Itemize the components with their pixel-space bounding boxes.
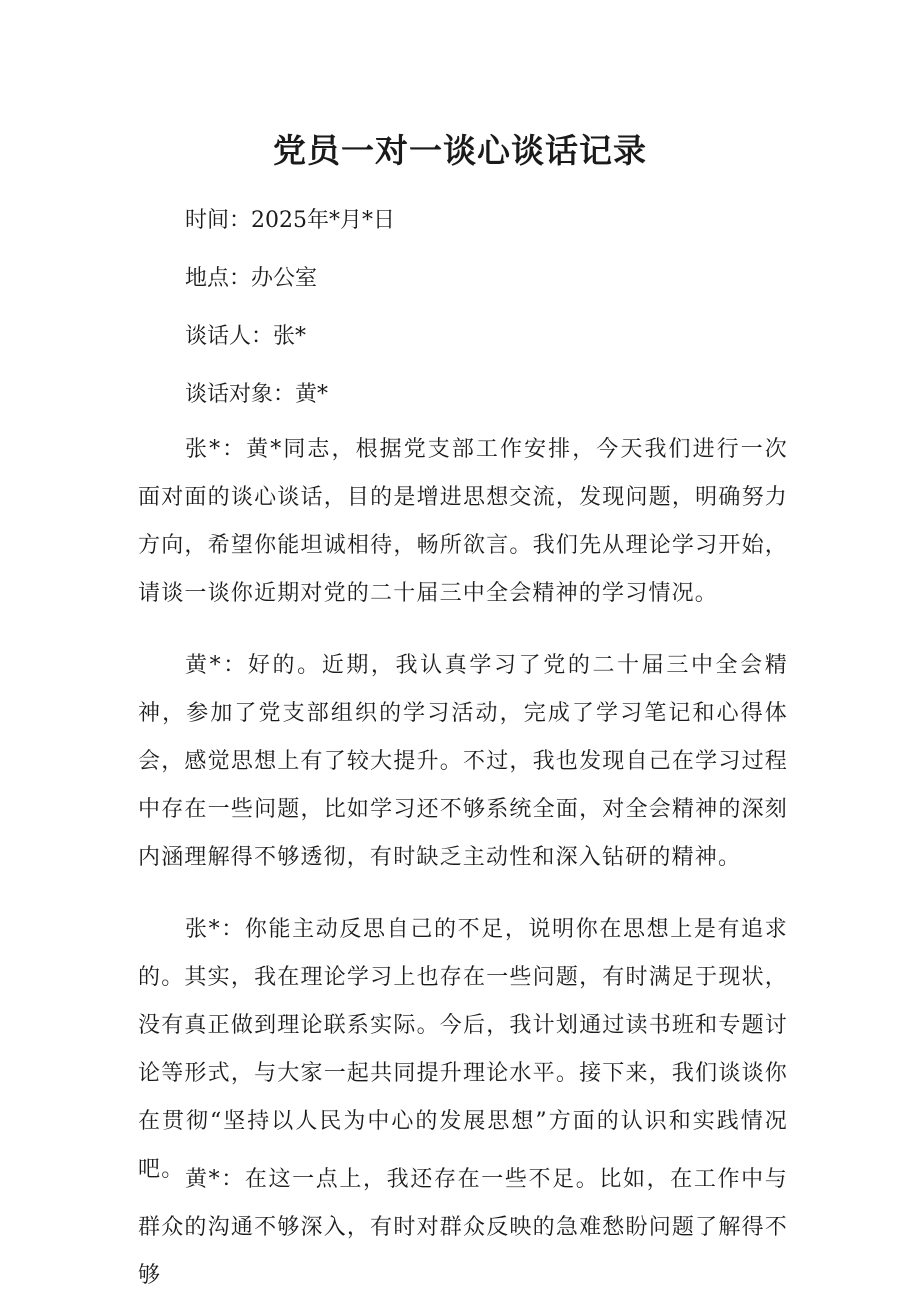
meta-time bbox=[185, 204, 395, 238]
meta-time-value: 2025年*月*日 bbox=[251, 208, 396, 233]
meta-interviewee bbox=[185, 378, 328, 412]
meta-location bbox=[185, 262, 317, 296]
dialogue-paragraph: 张*：你能主动反思自己的不足，说明你在思想上是有追求的。其实，我在理论学习上也存在一些问题，有时满足于现状，没有真正做到理论联系实际。今后，我计划通过读书班和专题讨论等形式，与大家一起共同提升理论水平。接下来，我们谈谈你在贯彻“坚持以人民为中心的发展思想”方面的认识和实践情况吧。 bbox=[138, 917, 788, 1182]
meta-interviewer bbox=[185, 320, 306, 354]
meta-interviewer-value: 张* bbox=[273, 324, 307, 349]
dialogue-paragraph: 黄*：好的。近期，我认真学习了党的二十届三中全会精神，参加了党支部组织的学习活动，完成了学习笔记和心得体会，感觉思想上有了较大提升。不过，我也发现自己在学习过程中存在一些问题，比如学习还不够系统全面，对全会精神的深刻内涵理解得不够透彻，有时缺乏主动性和深入钻研的精神。 bbox=[138, 653, 788, 870]
meta-interviewee-label: 谈话对象： bbox=[185, 382, 296, 407]
meta-interviewer-label: 谈话人： bbox=[185, 324, 274, 349]
meta-location-label: 地点： bbox=[185, 266, 252, 291]
document-title: 党员一对一谈心谈话记录 bbox=[273, 131, 647, 170]
meta-location-value: 办公室 bbox=[251, 266, 318, 291]
dialogue-paragraph: 张*：黄*同志，根据党支部工作安排，今天我们进行一次面对面的谈心谈话，目的是增进思想交流，发现问题，明确努力方向，希望你能坦诚相待，畅所欲言。我们先从理论学习开始，请谈一谈你近期对党的二十届三中全会精神的学习情况。 bbox=[138, 437, 788, 606]
dialogue-paragraph: 黄*：在这一点上，我还存在一些不足。比如，在工作中与群众的沟通不够深入，有时对群众反映的急难愁盼问题了解得不够 bbox=[138, 1167, 788, 1288]
meta-time-label: 时间： bbox=[185, 208, 252, 233]
meta-interviewee-value: 黄* bbox=[295, 382, 329, 407]
